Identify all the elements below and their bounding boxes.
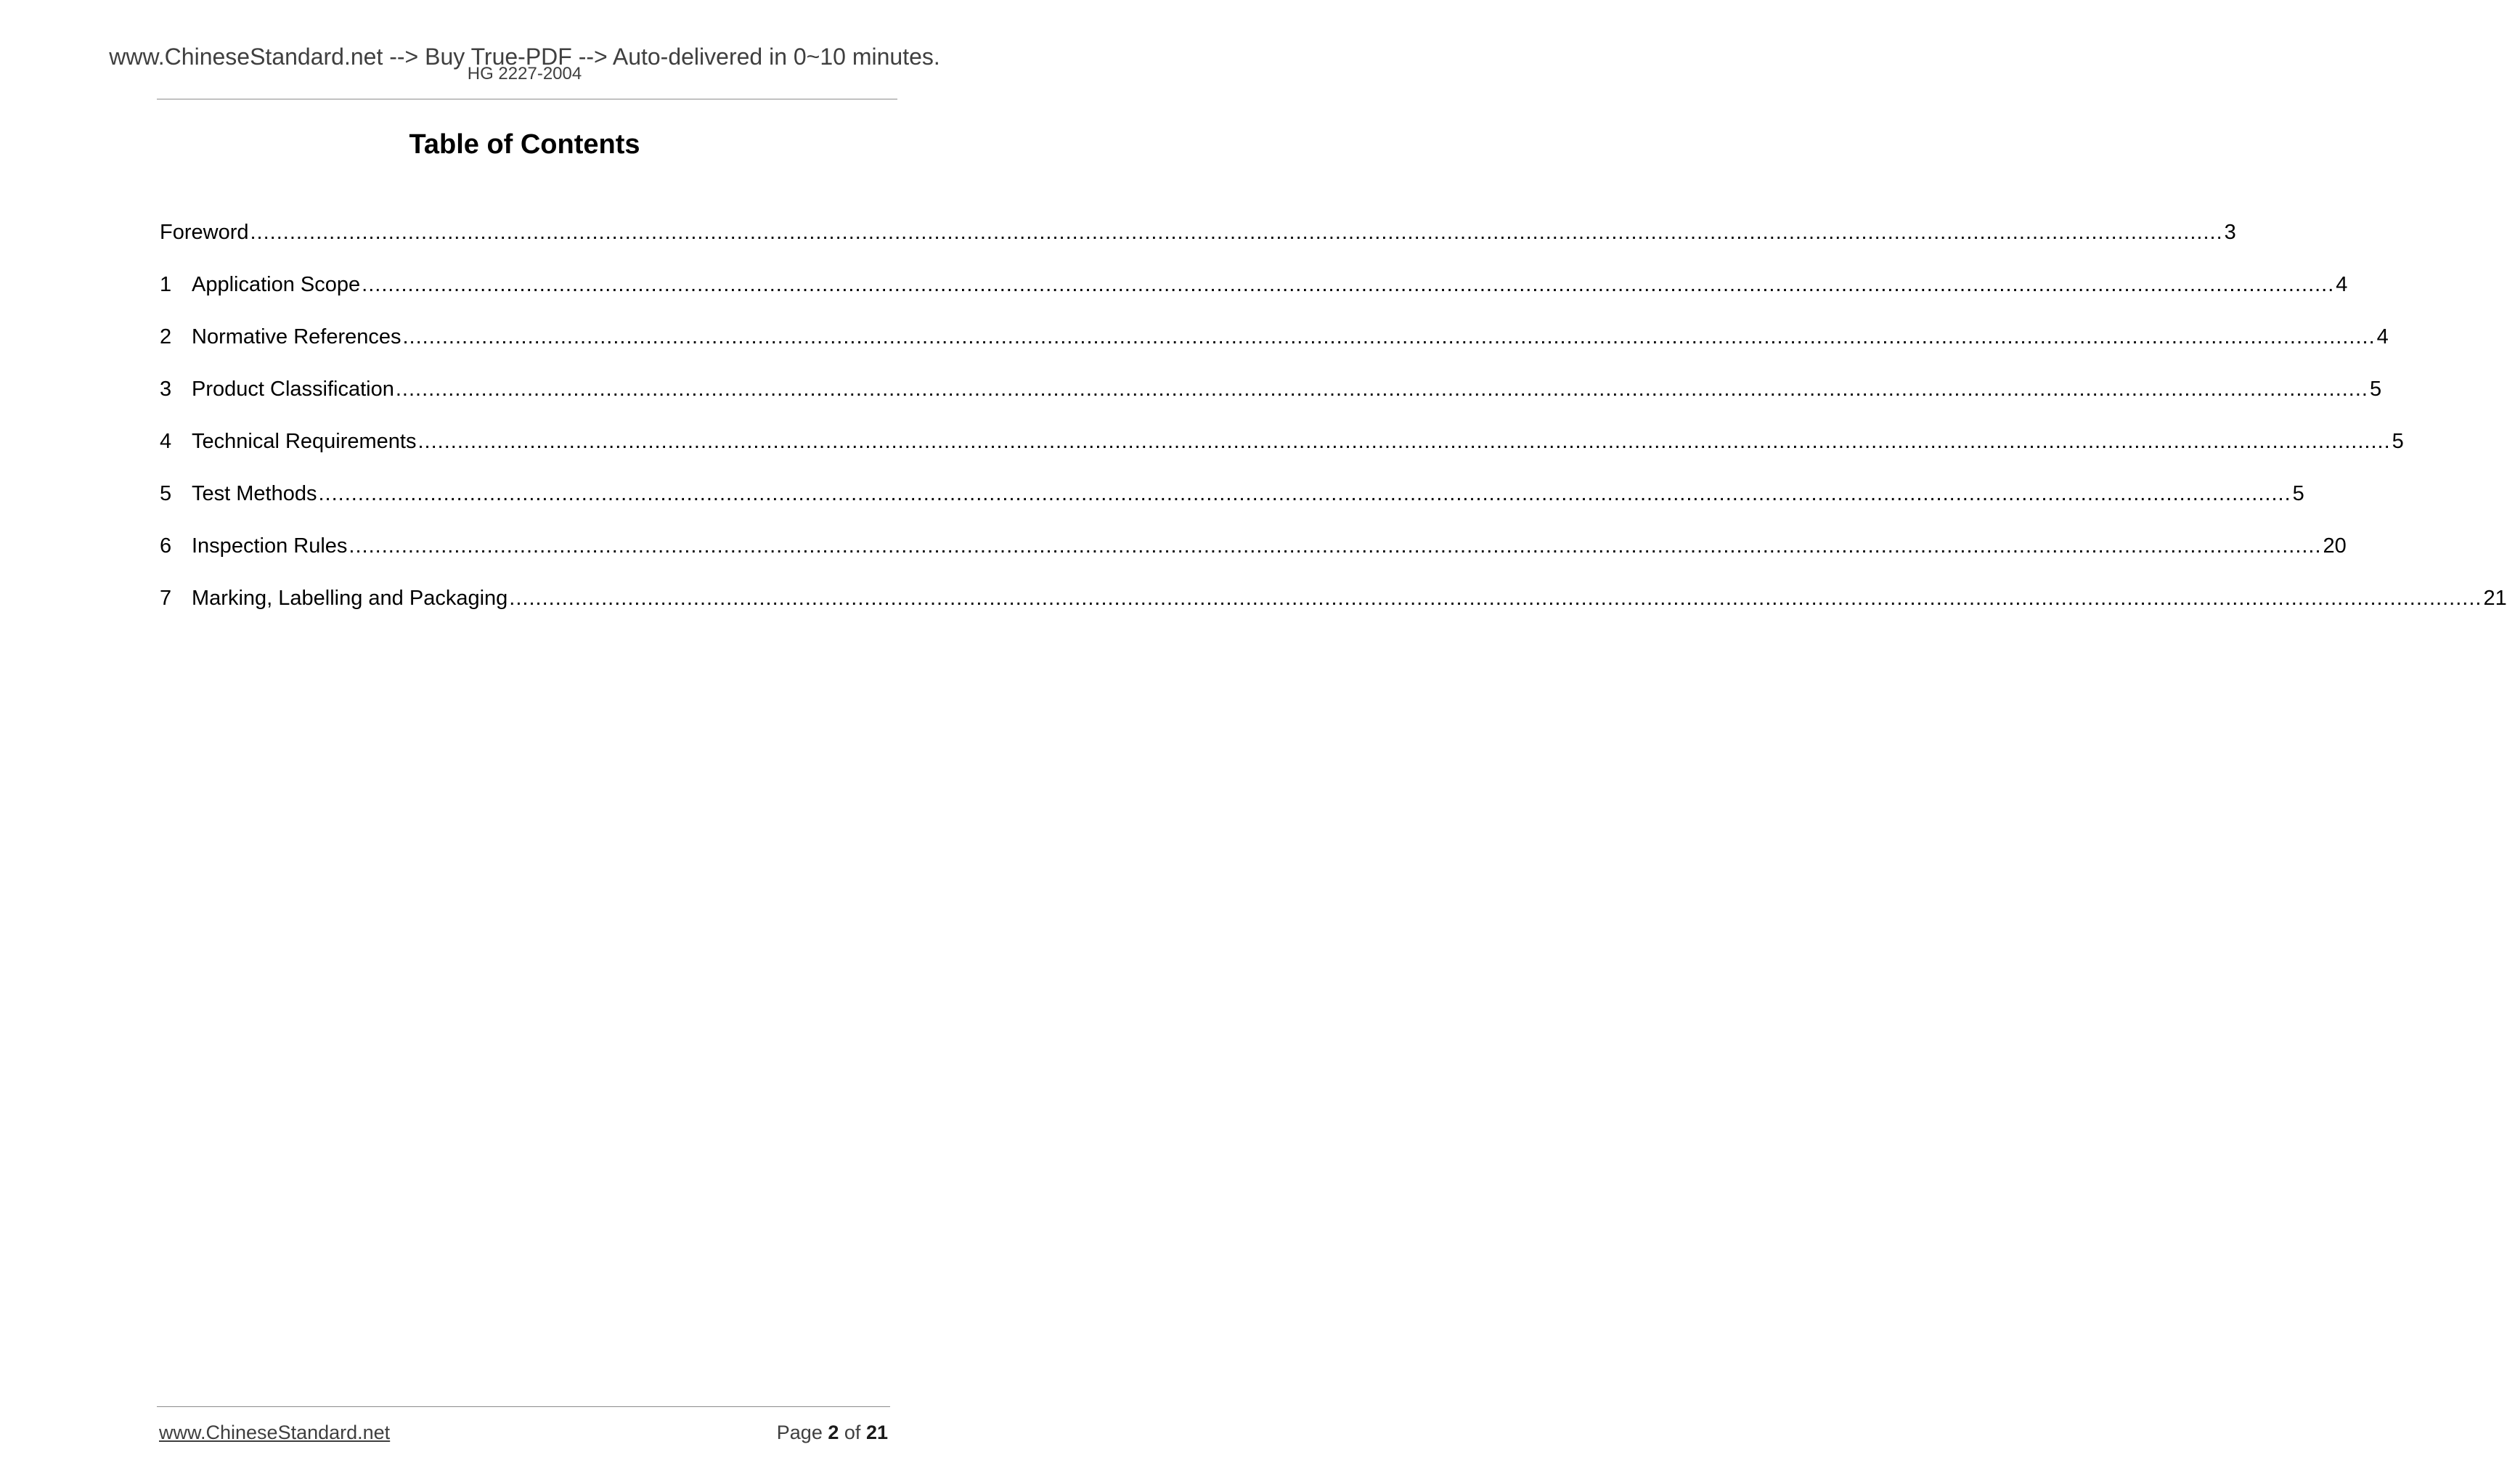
toc-entry-page: 3 xyxy=(2223,218,2236,247)
toc-entry-number: 3 xyxy=(160,378,172,401)
toc-entry-page: 4 xyxy=(2334,270,2347,299)
toc-dot-leader: ............................................................................................................................................................................................................................................................................................................ xyxy=(417,430,2391,453)
page-number-total: 21 xyxy=(865,1422,888,1443)
toc-entry-application-scope[interactable] xyxy=(160,270,2348,322)
toc-entry-number: 6 xyxy=(160,534,172,558)
page-number-of: of xyxy=(844,1422,861,1443)
toc-entry-product-classification[interactable] xyxy=(160,375,2382,427)
toc-entry-label: Normative References xyxy=(192,322,403,351)
toc-entry-number: 2 xyxy=(160,325,172,348)
page-number-prefix: Page xyxy=(776,1422,823,1443)
toc-dot-leader: ............................................................................................................................................................................................................................................................................................................ xyxy=(509,587,2482,610)
toc-entry-page: 20 xyxy=(2322,531,2347,560)
toc-dot-leader: ............................................................................................................................................................................................................................................................................................................ xyxy=(318,482,2291,505)
toc-entry-label: Test Methods xyxy=(192,479,318,508)
page-number-current: 2 xyxy=(828,1422,839,1443)
toc-dot-leader: ............................................................................................................................................................................................................................................................................................................ xyxy=(348,534,2322,558)
toc-entry-label: Inspection Rules xyxy=(192,531,348,560)
toc-entry-label: Product Classification xyxy=(192,375,396,404)
page-number xyxy=(777,1420,888,1445)
page-title: Table of Contents xyxy=(409,129,640,160)
toc-dot-leader: ............................................................................................................................................................................................................................................................................................................ xyxy=(395,378,2368,401)
toc-entry-foreword[interactable] xyxy=(160,218,2236,270)
toc-entry-technical-requirements[interactable] xyxy=(160,427,2404,479)
toc-entry-label: Application Scope xyxy=(192,270,362,299)
toc-entry-page: 4 xyxy=(2376,322,2389,351)
toc-entry-number: 4 xyxy=(160,430,172,453)
header-banner: www.ChineseStandard.net --> Buy True-PDF --> Auto-delivered in 0~10 minutes. xyxy=(109,44,940,70)
footer-divider xyxy=(157,1406,890,1407)
toc-dot-leader: ............................................................................................................................................................................................................................................................................................................ xyxy=(362,273,2335,296)
toc-entry-marking-labelling-packaging[interactable] xyxy=(160,584,2507,636)
document-id: HG 2227-2004 xyxy=(467,64,582,83)
toc-entry-normative-references[interactable] xyxy=(160,322,2389,375)
toc-entry-label: Marking, Labelling and Packaging xyxy=(192,584,509,613)
toc-entry-label: Technical Requirements xyxy=(192,427,417,456)
toc-dot-leader: ............................................................................................................................................................................................................................................................................................................ xyxy=(402,325,2376,348)
toc-entry-number: 7 xyxy=(160,587,172,610)
toc-entry-page: 5 xyxy=(2391,427,2404,456)
toc-entry-page: 21 xyxy=(2482,584,2506,613)
footer-site-link[interactable]: www.ChineseStandard.net xyxy=(159,1422,391,1443)
table-of-contents xyxy=(160,218,2507,636)
toc-entry-number: 5 xyxy=(160,482,172,505)
toc-entry-page: 5 xyxy=(2291,479,2304,508)
toc-entry-page: 5 xyxy=(2368,375,2381,404)
toc-entry-test-methods[interactable] xyxy=(160,479,2304,531)
toc-entry-number: 1 xyxy=(160,273,172,296)
toc-entry-label: Foreword xyxy=(160,218,250,247)
toc-entry-inspection-rules[interactable] xyxy=(160,531,2347,584)
toc-dot-leader: ............................................................................................................................................................................................................................................................................................................ xyxy=(250,221,2223,244)
